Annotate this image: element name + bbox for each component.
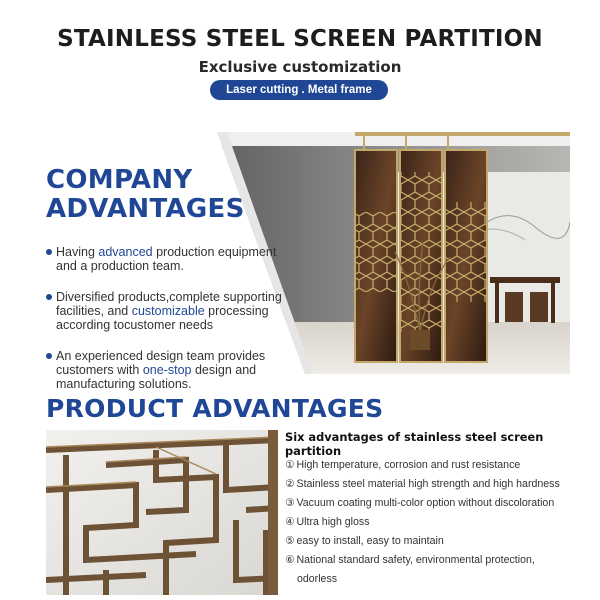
lattice-closeup-photo	[46, 430, 278, 595]
list-item-continuation: odorless	[297, 573, 338, 585]
page-title: STAINLESS STEEL SCREEN PARTITION	[57, 26, 543, 52]
bullet-dot-icon	[46, 294, 52, 300]
bullet-dot-icon	[46, 353, 52, 359]
page-subtitle: Exclusive customization	[198, 58, 402, 76]
list-item: An experienced design team provides customers with one-stop design and manufacturing solutions.	[46, 349, 296, 391]
company-advantages-list	[46, 245, 296, 408]
lattice-illustration	[46, 430, 278, 595]
list-item: Having advanced production equipment and a production team.	[46, 245, 296, 273]
six-advantages-heading: Six advantages of stainless steel screen partition	[285, 430, 544, 458]
list-item: ① High temperature, corrosion and rust resistance	[285, 459, 521, 471]
product-advantages-heading: PRODUCT ADVANTAGES	[46, 394, 384, 423]
list-item: ③ Vacuum coating multi-color option without discoloration	[285, 497, 555, 509]
list-item: ⑥ National standard safety, environmental protection,	[285, 554, 535, 566]
list-item: ② Stainless steel material high strength and high hardness	[285, 478, 560, 490]
six-advantages-list	[285, 456, 585, 589]
feature-tag: Laser cutting . Metal frame	[210, 80, 388, 100]
list-item: Diversified products,complete supporting facilities, and customizable processing according tocustomer needs	[46, 290, 296, 332]
list-item: ④ Ultra high gloss	[285, 516, 370, 528]
company-advantages-heading: COMPANY ADVANTAGES	[46, 165, 245, 224]
bullet-dot-icon	[46, 249, 52, 255]
list-item: ⑤ easy to install, easy to maintain	[285, 535, 444, 547]
